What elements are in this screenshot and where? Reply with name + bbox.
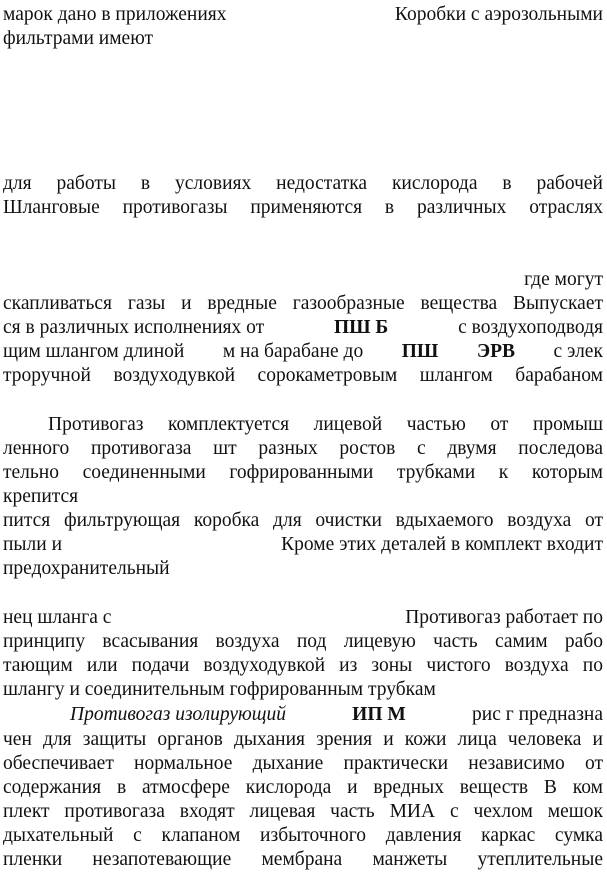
text-line-23: обеспечивает нормальное дыхание практически независимо от — [3, 753, 603, 774]
text-fragment: марок дано в приложениях — [3, 4, 227, 25]
text-line-8 — [3, 340, 603, 364]
text-line-26: дыхательный с клапаном избыточного давления каркас сумка — [3, 825, 603, 846]
text-line-2: фильтрами имеют — [3, 28, 154, 49]
text-fragment: щим шлангом длиной — [3, 341, 185, 362]
text-line-3: для работы в условиях недостатка кислорода в рабочей — [3, 173, 603, 194]
text-line-13: крепится — [3, 486, 79, 507]
text-fragment: Коробки с аэрозольными — [394, 4, 603, 25]
text-fragment: с воздухоподводя — [458, 317, 603, 338]
text-line-9: троручной воздуходувкой сорокаметровым шлангом барабаном — [3, 365, 603, 386]
text-line-14: пится фильтрующая коробка для очистки вдыхаемого воздуха от — [3, 510, 603, 531]
text-fragment: Кроме этих деталей в комплект входит — [281, 534, 603, 555]
text-fragment: ся в различных исполнениях от — [3, 317, 265, 338]
text-fragment: м на барабане до — [222, 341, 364, 362]
text-fragment: нец шланга с — [3, 607, 112, 628]
text-line-19: тающим или подачи воздуходувкой из зоны чистого воздуха по — [3, 655, 603, 676]
model-code: ПШ Б — [333, 317, 389, 338]
text-line-27: пленки незапотевающие мембрана манжеты утеплительные — [3, 849, 603, 870]
text-line-11: ленного противогаза шт разных ростов с двумя последова — [3, 438, 603, 459]
text-line-5: где могут — [524, 269, 603, 290]
model-code: ЭРВ — [476, 341, 516, 362]
text-line-16: предохранительный — [3, 558, 170, 579]
model-code: ПШ — [401, 341, 439, 362]
text-line-18: принципу всасывания воздуха под лицевую часть самим рабо — [3, 631, 603, 652]
text-line-24: содержания в атмосфере кислорода и вредных веществ В ком — [3, 777, 603, 798]
text-line-21 — [70, 703, 603, 727]
text-fragment: с элек — [553, 341, 603, 362]
text-line-10: Противогаз комплектуется лицевой частью от промыш — [48, 414, 603, 435]
text-fragment: пыли и — [3, 534, 63, 555]
text-line-22: чен для защиты органов дыхания зрения и кожи лица человека и — [3, 729, 603, 750]
text-line-15 — [3, 533, 603, 557]
text-line-25: плект противогаза входят лицевая часть МИА с чехлом мешок — [3, 801, 603, 822]
text-line-17 — [3, 606, 603, 630]
text-line-1 — [3, 3, 603, 27]
section-heading: Противогаз изолирующий — [70, 704, 286, 725]
text-line-4: Шланговые противогазы применяются в различных отраслях — [3, 197, 603, 218]
model-code: ИП М — [352, 704, 406, 725]
text-line-20: шлангу и соединительным гофрированным трубкам — [3, 679, 436, 700]
text-fragment: рис г предназна — [472, 704, 603, 725]
text-line-12: тельно соединенными гофрированными трубками к которым — [3, 462, 603, 483]
text-line-7 — [3, 316, 603, 340]
text-fragment: Противогаз работает по — [405, 607, 603, 628]
text-line-6: скапливаться газы и вредные газообразные вещества Выпускает — [3, 293, 603, 314]
